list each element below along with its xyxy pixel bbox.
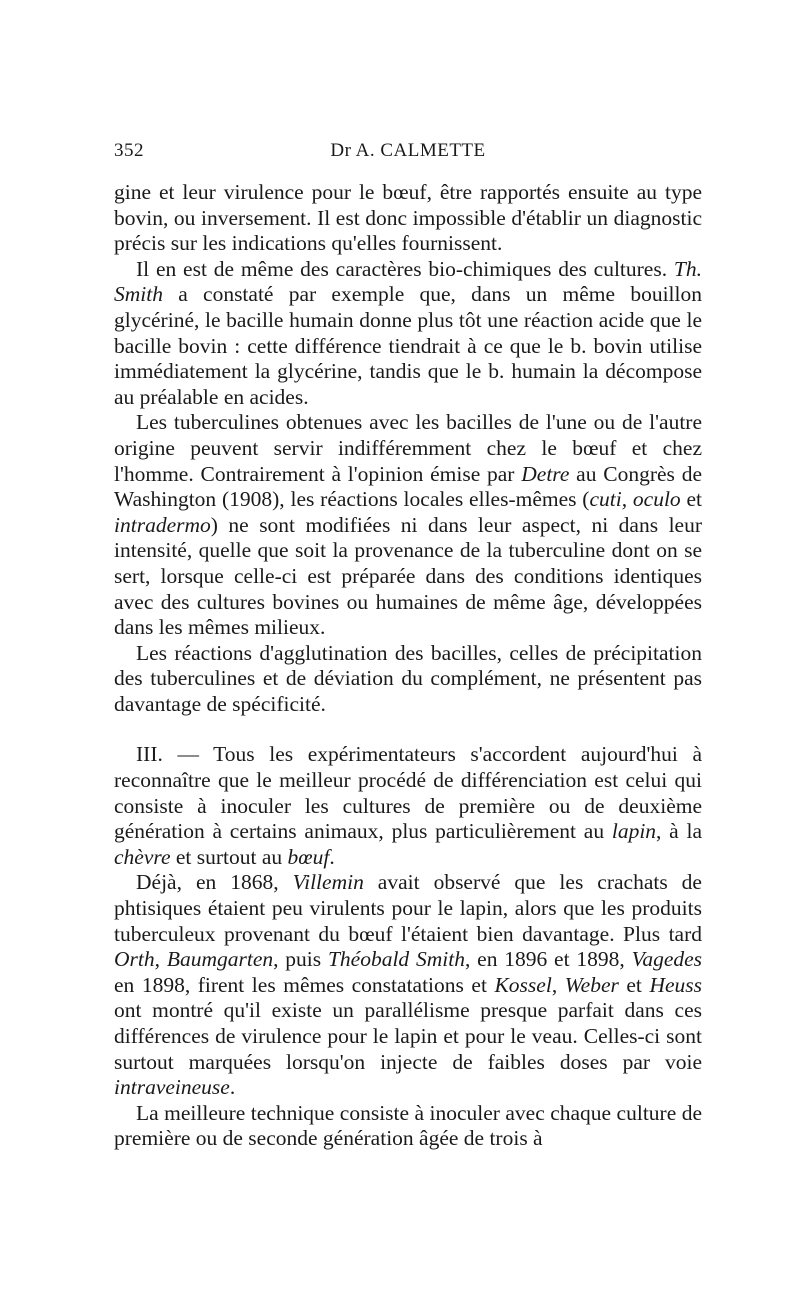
author-prefix: Dr: [330, 140, 352, 161]
paragraph-p3: [114, 410, 702, 640]
text-run: La meilleure technique consiste à inoculer avec chaque culture de première ou de seconde génération âgée de trois à: [114, 1100, 702, 1151]
italic-run: Weber: [564, 972, 619, 997]
text-run: Déjà, en 1868,: [136, 870, 293, 895]
text-run: ont montré qu'il existe un parallélisme presque parfait dans ces différences de virulence pour le lapin et pour le veau. Celles-ci sont surtout marquées lorsqu'on injecte de faibles doses par voie: [114, 998, 702, 1074]
text-run: , en 1896 et 1898,: [464, 947, 632, 972]
italic-run: Kossel: [494, 972, 552, 997]
italic-run: cuti, oculo: [589, 487, 681, 512]
text-run: et: [680, 487, 702, 512]
italic-run: Th. Smith: [114, 256, 702, 307]
paragraph-p5: [114, 742, 702, 870]
italic-run: Heuss: [649, 972, 702, 997]
author-name: A. CALMETTE: [351, 140, 486, 161]
text-run: .: [329, 844, 335, 869]
paragraph-p7: [114, 1101, 702, 1152]
text-run: Il en est de même des caractères bio-chimiques des cultures.: [136, 256, 674, 281]
running-title: [114, 140, 702, 162]
text-run: III. — Tous les expérimentateurs s'accordent aujourd'hui à reconnaître que le meilleur procédé de différenciation est celui qui consiste à inoculer les cultures de première ou de deuxième génération à certains animaux, plus particulièrement au: [114, 742, 702, 844]
italic-run: Théobald Smith: [327, 947, 465, 972]
paragraph-p1: [114, 180, 702, 257]
paragraph-p4: [114, 641, 702, 718]
text-run: .: [229, 1075, 236, 1100]
text-run: avait observé que les crachats de phtisiques étaient peu virulents pour le lapin, alors que les produits tuberculeux provenant du bœuf l'étaient bien davantage. Plus tard: [114, 870, 702, 946]
text-run: et surtout au: [170, 844, 288, 869]
italic-run: Villemin: [292, 870, 364, 895]
body-text: [114, 180, 702, 1152]
paragraph-p2: [114, 257, 702, 411]
text-run: Les tuberculines obtenues avec les bacilles de l'une ou de l'autre origine peuvent servir indifféremment chez le bœuf et chez l'homme. Contrairement à l'opinion émise par: [114, 410, 702, 486]
text-run: au Congrès de Washington (1908), les réactions locales elles-mêmes (: [114, 461, 702, 512]
italic-run: Vagedes: [631, 947, 703, 972]
text-run: ) ne sont modifiées ni dans leur aspect, ni dans leur intensité, quelle que soit la provenance de la tuberculine dont on se sert, lorsque celle-ci est préparée dans des conditions identiques avec des cultures bovines ou humaines de même âge, développées dans les mêmes milieux.: [114, 512, 702, 640]
text-run: ,: [154, 947, 167, 972]
italic-run: chèvre: [114, 844, 171, 869]
text-run: Les réactions d'agglutination des bacilles, celles de précipitation des tuberculines et de déviation du complément, ne présentent pas davantage de spécificité.: [114, 640, 702, 716]
italic-run: bœuf: [287, 844, 330, 869]
text-run: a constaté par exemple que, dans un même bouillon glycériné, le bacille humain donne plus tôt une réaction acide que le bacille bovin : cette différence tiendrait à ce que le b. bovin utilise immédiatement la glycérine, tandis que le b. humain la décompose au préalable en acides.: [114, 282, 702, 409]
italic-run: intraveineuse: [114, 1075, 230, 1100]
italic-run: intradermo: [114, 512, 211, 537]
text-run: ,: [551, 972, 565, 997]
text-run: gine et leur virulence pour le bœuf, être rapportés ensuite au type bovin, ou inversement. Il est donc impossible d'établir un diagnostic précis sur les indications qu'elles fournissent.: [114, 180, 702, 256]
italic-run: Detre: [521, 461, 570, 486]
italic-run: lapin: [611, 819, 657, 844]
page-number: 352: [114, 140, 144, 161]
italic-run: Orth: [114, 947, 155, 972]
paragraph-p6: [114, 870, 702, 1100]
text-run: et: [618, 972, 650, 997]
italic-run: Baumgarten: [166, 947, 274, 972]
text-run: , puis: [273, 947, 328, 972]
section-gap: [114, 717, 702, 742]
running-head: [114, 140, 702, 170]
text-run: , à la: [656, 819, 702, 844]
text-run: en 1898, firent les mêmes constatations et: [114, 972, 495, 997]
